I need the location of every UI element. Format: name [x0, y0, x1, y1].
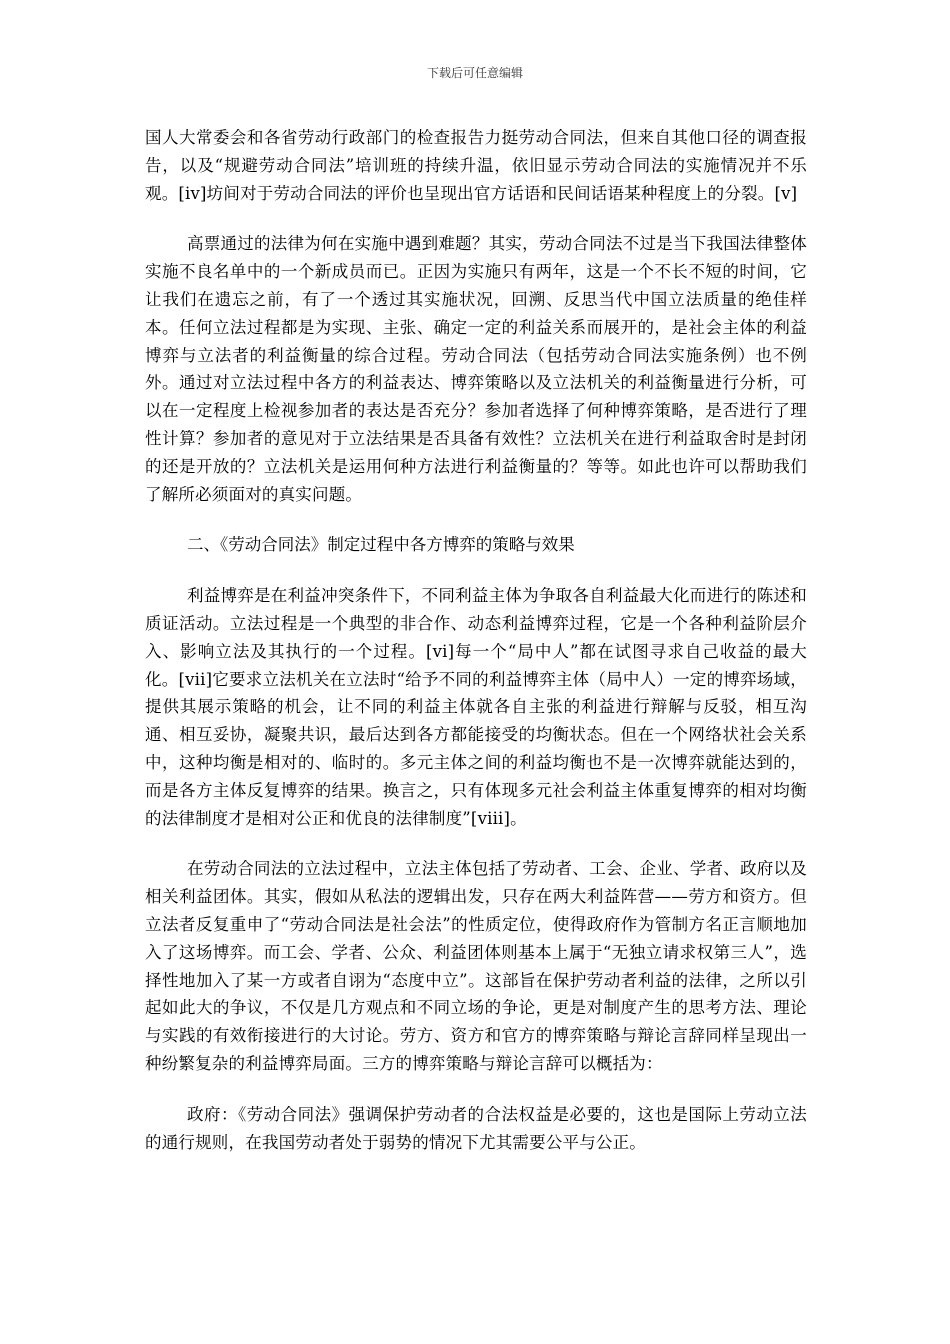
paragraph-legislative-quality: 高票通过的法律为何在实施中遇到难题？其实，劳动合同法不过是当下我国法律整体实施不良名单中的一个新成员而已。正因为实施只有两年，这是一个不长不短的时间，它让我们在遗忘之前，有了一个透过其实施状况，回溯、反思当代中国立法质量的绝佳样本。任何立法过程都是为实现、主张、确定一定的利益关系而展开的，是社会主体的利益博弈与立法者的利益衡量的综合过程。劳动合同法（包括劳动合同法实施条例）也不例外。通过对立法过程中各方的利益表达、博弈策略以及立法机关的利益衡量进行分析，可以在一定程度上检视参加者的表达是否充分？参加者选择了何种博弈策略，是否进行了理性计算？参加者的意见对于立法结果是否具备有效性？立法机关在进行利益取舍时是封闭的还是开放的？立法机关是运用何种方法进行利益衡量的？等等。如此也许可以帮助我们了解所必须面对的真实问题。: [145, 234, 807, 504]
paragraph-legislative-subjects: 在劳动合同法的立法过程中，立法主体包括了劳动者、工会、企业、学者、政府以及相关利益团体。其实，假如从私法的逻辑出发，只存在两大利益阵营——劳方和资方。但立法者反复重申了“劳动合同法是社会法”的性质定位，使得政府作为管制方名正言顺地加入了这场博弈。而工会、学者、公众、利益团体则基本上属于“无独立请求权第三人”，选择性地加入了某一方或者自诩为“态度中立”。这部旨在保护劳动者利益的法律，之所以引起如此大的争议，不仅是几方观点和不同立场的争论，更是对制度产生的思考方法、理论与实践的有效衔接进行的大讨论。劳方、资方和官方的博弈策略与辩论言辞同样呈现出一种纷繁复杂的利益博弈局面。三方的博弈策略与辩论言辞可以概括为：: [145, 859, 807, 1073]
paragraph-interest-game: 利益博弈是在利益冲突条件下，不同利益主体为争取各自利益最大化而进行的陈述和质证活动。立法过程是一个典型的非合作、动态利益博弈过程，它是一个各种利益阶层介入、影响立法及其执行的一个过程。[vi]每一个“局中人”都在试图寻求自己收益的最大化。[vii]它要求立法机关在立法时“给予不同的利益博弈主体（局中人）一定的博弈场域，提供其展示策略的机会，让不同的利益主体就各自主张的利益进行辩解与反驳，相互沟通、相互妥协，凝聚共识，最后达到各方都能接受的均衡状态。但在一个网络状社会关系中，这种均衡是相对的、临时的。多元主体之间的利益均衡也不是一次博弈就能达到的，而是各方主体反复博弈的结果。换言之，只有体现多元社会利益主体重复博弈的相对均衡的法律制度才是相对公正和优良的法律制度”[viii]。: [145, 586, 807, 828]
paragraph-continuation: 国人大常委会和各省劳动行政部门的检查报告力挺劳动合同法，但来自其他口径的调查报告，以及“规避劳动合同法”培训班的持续升温，依旧显示劳动合同法的实施情况并不乐观。[iv]坊间对于劳动合同法的评价也呈现出官方话语和民间话语某种程度上的分裂。[v]: [145, 128, 807, 203]
document-body: [145, 124, 807, 1179]
paragraph-government: 政府：《劳动合同法》强调保护劳动者的合法权益是必要的，这也是国际上劳动立法的通行规则，在我国劳动者处于弱势的情况下尤其需要公平与公正。: [145, 1104, 807, 1152]
section-heading: 二、《劳动合同法》制定过程中各方博弈的策略与效果: [187, 535, 575, 555]
page-header: 下载后可任意编辑: [426, 66, 523, 80]
